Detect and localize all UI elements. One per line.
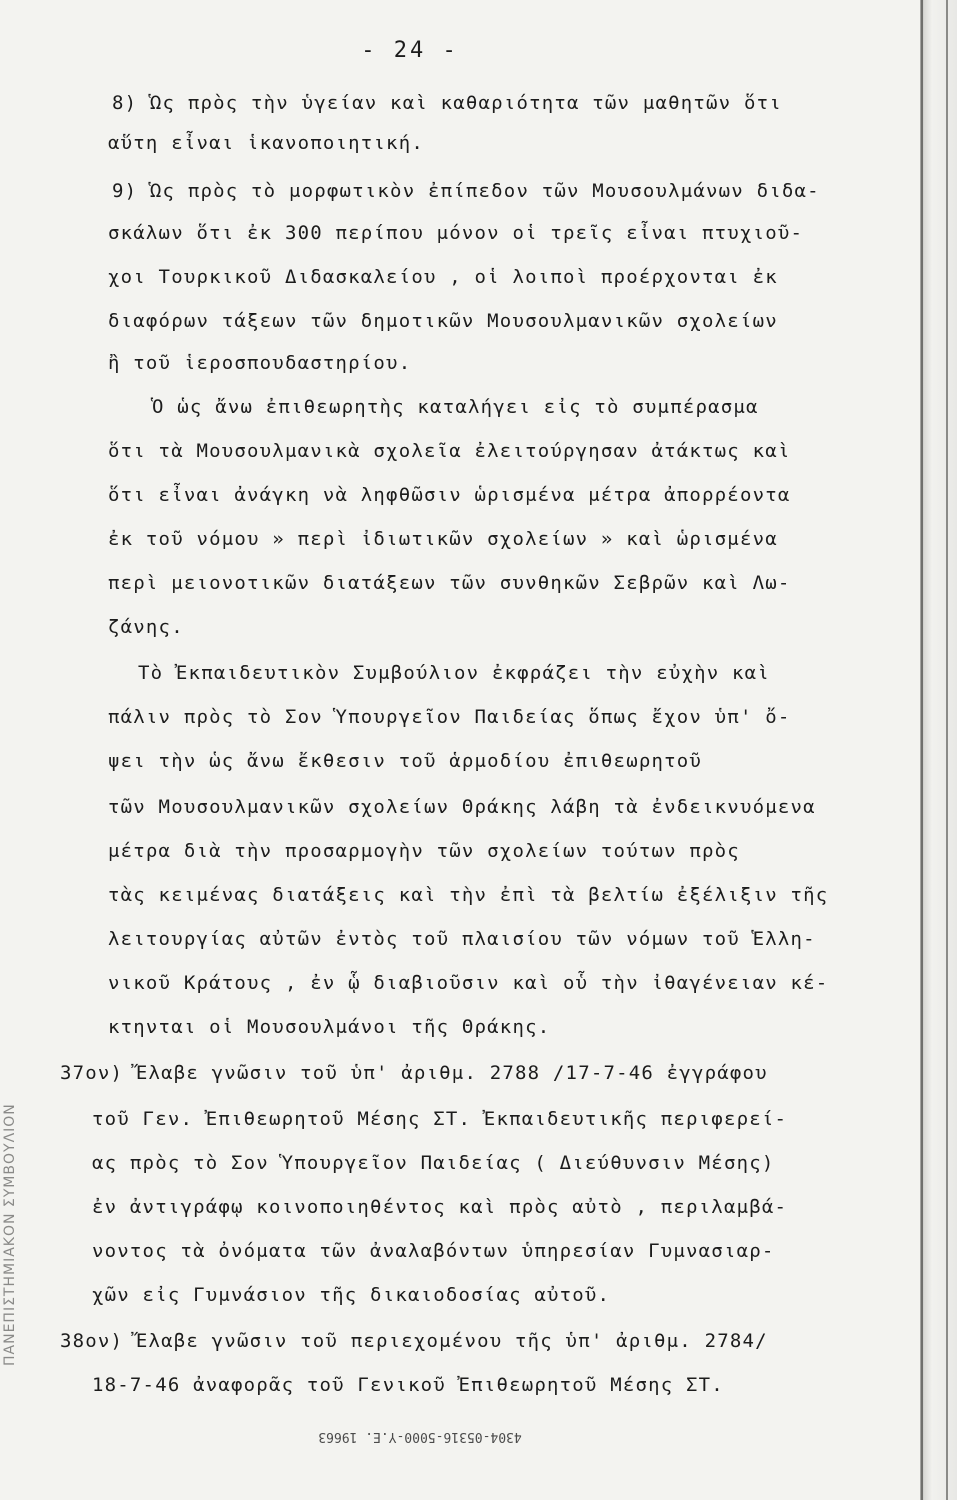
text-line: χῶν εἰς Γυμνάσιον τῆς δικαιοδοσίας αὐτοῦ. (92, 1284, 611, 1306)
text-line: ὅτι εἶναι ἀνάγκη νὰ ληφθῶσιν ὡρισμένα μέτρα ἀπορρέοντα (108, 484, 791, 506)
page-edge-line-outer (946, 0, 948, 1500)
text-line: χοι Τουρκικοῦ Διδασκαλείου , οἱ λοιποὶ προέρχονται ἐκ (108, 266, 778, 288)
text-line: διαφόρων τάξεων τῶν δημοτικῶν Μουσουλμανικῶν σχολείων (108, 310, 778, 332)
text-line: 18-7-46 ἀναφορᾶς τοῦ Γενικοῦ Ἐπιθεωρητοῦ Μέσης ΣΤ. (92, 1374, 724, 1396)
text-line: σκάλων ὅτι ἐκ 300 περίπου μόνον οἱ τρεῖς εἶναι πτυχιοῦ- (108, 222, 804, 244)
text-line: ἐν ἀντιγράφῳ κοινοποιηθέντος καὶ πρὸς αὐτὸ , περιλαμβά- (92, 1196, 788, 1218)
text-line: 8) Ὡς πρὸς τὴν ὑγείαν καὶ καθαριότητα τῶν μαθητῶν ὅτι (112, 92, 782, 114)
side-margin-stamp: ΠΑΝΕΠΙΣΤΗΜΙΑΚΟΝ ΣΥΜΒΟΥΛΙΟΝ (2, 1103, 18, 1367)
text-line: Τὸ Ἐκπαιδευτικὸν Συμβούλιον ἐκφράζει τὴν εὐχὴν καὶ (138, 662, 770, 684)
page-edge-shadow (920, 0, 957, 1500)
text-line: τῶν Μουσουλμανικῶν σχολείων Θράκης λάβη τὰ ἐνδεικνυόμενα (108, 796, 816, 818)
text-line: μέτρα διὰ τὴν προσαρμογὴν τῶν σχολείων τούτων πρὸς (108, 840, 740, 862)
text-line: ας πρὸς τὸ Σον Ὑπουργεῖον Παιδείας ( Διεύθυνσιν Μέσης) (92, 1152, 775, 1174)
text-line: τὰς κειμένας διατάξεις καὶ τὴν ἐπὶ τὰ βελτίω ἐξέλιξιν τῆς (108, 884, 829, 906)
page-number: - 24 - (361, 38, 459, 63)
text-line: νοντος τὰ ὀνόματα τῶν ἀναλαβόντων ὑπηρεσίαν Γυμνασιαρ- (92, 1240, 775, 1262)
text-line: αὕτη εἶναι ἱκανοποιητική. (108, 132, 424, 154)
text-line: ζάνης. (108, 616, 184, 638)
text-line: ψει τὴν ὡς ἄνω ἔκθεσιν τοῦ ἁρμοδίου ἐπιθεωρητοῦ (108, 750, 703, 772)
text-line: ἢ τοῦ ἱεροσπουδαστηρίου. (108, 352, 412, 374)
text-line: κτηνται οἱ Μουσουλμάνοι τῆς Θράκης. (108, 1016, 551, 1038)
text-line: τοῦ Γεν. Ἐπιθεωρητοῦ Μέσης ΣΤ. Ἐκπαιδευτικῆς περιφερεί- (92, 1108, 788, 1130)
text-line: ἐκ τοῦ νόμου » περὶ ἰδιωτικῶν σχολείων » καὶ ὡρισμένα (108, 528, 778, 550)
text-line: νικοῦ Κράτους , ἐν ᾧ διαβιοῦσιν καὶ οὗ τὴν ἰθαγένειαν κέ- (108, 972, 829, 994)
text-line: περὶ μειονοτικῶν διατάξεων τῶν συνθηκῶν Σεβρῶν καὶ Λω- (108, 572, 791, 594)
text-line: 37ον) Ἔλαβε γνῶσιν τοῦ ὑπ' ἀριθμ. 2788 /17-7-46 ἐγγράφου (60, 1062, 768, 1084)
text-line: ὅτι τὰ Μουσουλμανικὰ σχολεῖα ἐλειτούργησαν ἀτάκτως καὶ (108, 440, 791, 462)
text-line: 38ον) Ἔλαβε γνῶσιν τοῦ περιεχομένου τῆς ὑπ' ἀριθμ. 2784/ (60, 1330, 768, 1352)
text-line: Ὁ ὡς ἄνω ἐπιθεωρητὴς καταλήγει εἰς τὸ συμπέρασμα (152, 396, 759, 418)
footer-print-code: 4304-05316-5000-Y.E. 19663 (318, 1429, 522, 1444)
page-edge-line (921, 0, 923, 1500)
text-line: 9) Ὡς πρὸς τὸ μορφωτικὸν ἐπίπεδον τῶν Μουσουλμάνων διδα- (112, 180, 820, 202)
text-line: λειτουργίας αὐτῶν ἐντὸς τοῦ πλαισίου τῶν νόμων τοῦ Ἑλλη- (108, 928, 816, 950)
text-line: πάλιν πρὸς τὸ Σον Ὑπουργεῖον Παιδείας ὅπως ἔχον ὑπ' ὄ- (108, 706, 791, 728)
